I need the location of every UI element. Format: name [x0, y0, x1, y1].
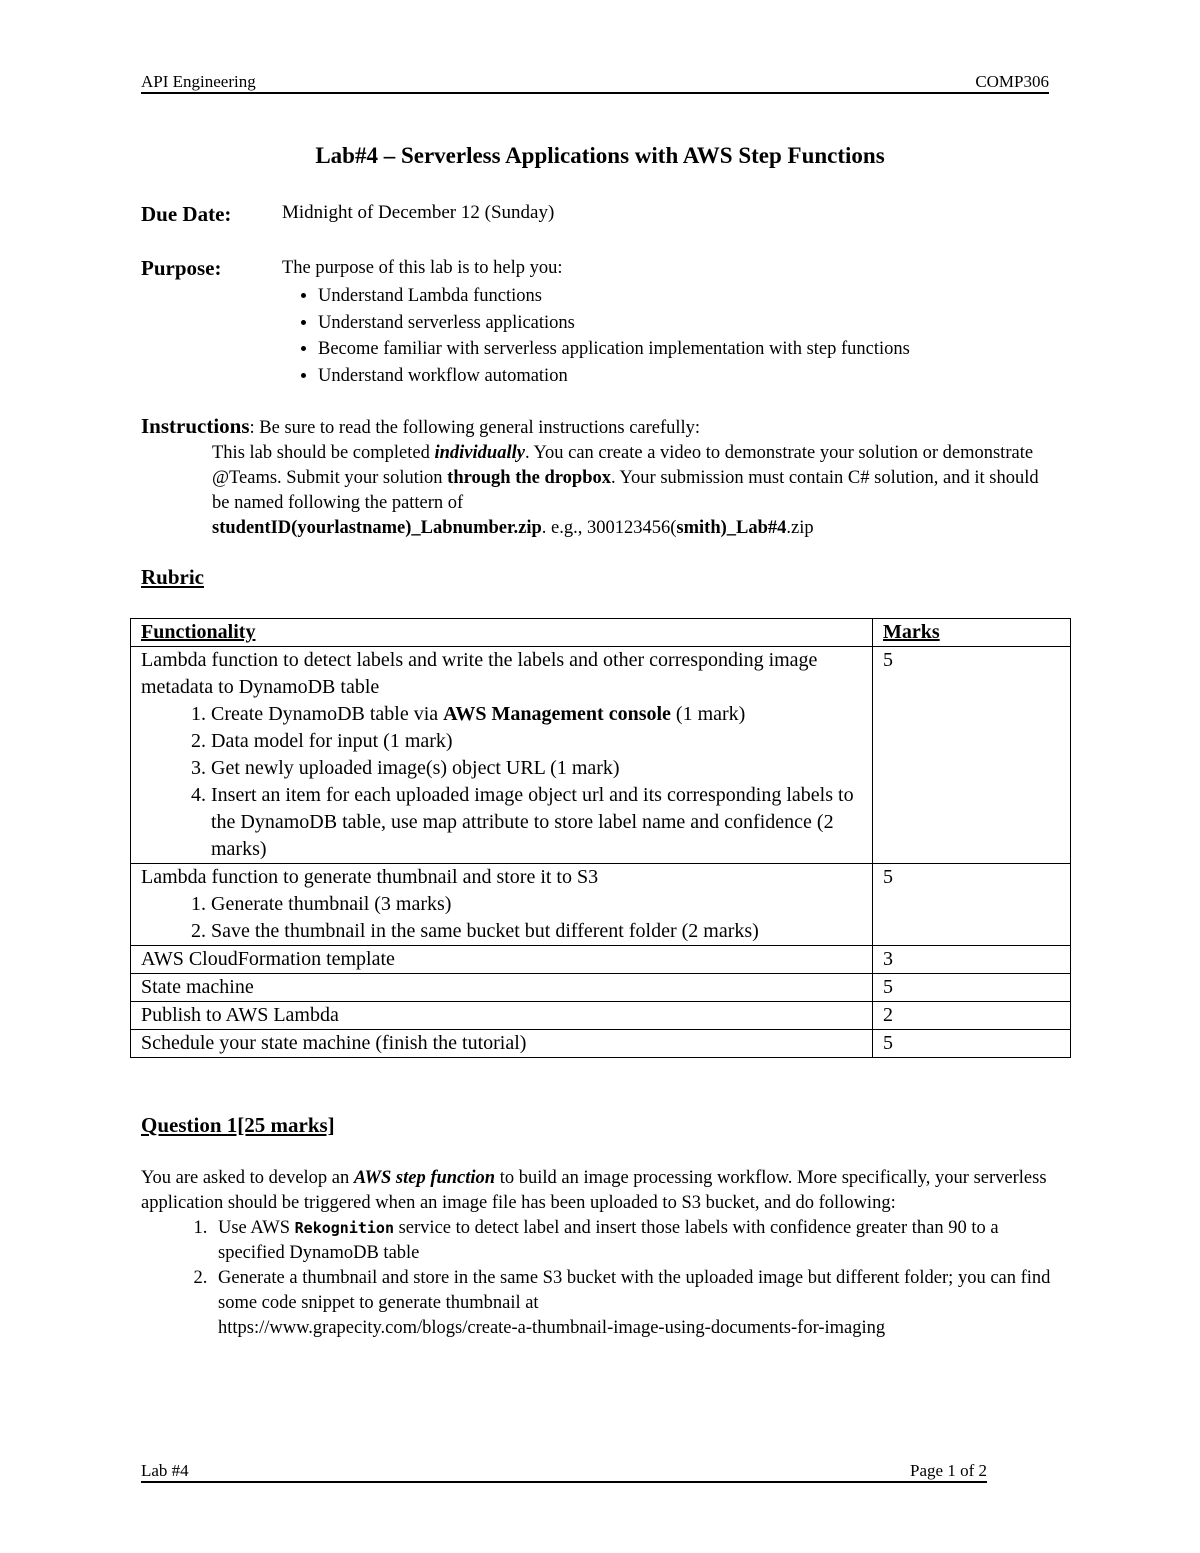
list-item: • Become familiar with serverless application implementation with step functions	[318, 336, 910, 363]
table-row: Publish to AWS Lambda 2	[131, 1002, 1071, 1030]
marks-cell: 5	[873, 864, 1071, 946]
rubric-table	[130, 618, 1071, 1058]
list-item: 3. Get newly uploaded image(s) object URL (1 mark)	[211, 755, 872, 782]
marks-cell: 5	[873, 647, 1071, 864]
marks-cell: 5	[873, 1030, 1071, 1058]
rubric-heading: Rubric	[141, 565, 204, 589]
instructions-body: This lab should be completed individually. You can create a video to demonstrate your solution or demonstrate @Teams. Submit your solution through the dropbox. Your submission must contain C# solution, and it should be named following the pattern of studentID(yourlastname)_Labnumber.zip. e.g., 300123456(smith)_Lab#4.zip	[212, 443, 1039, 538]
purpose-label: Purpose:	[141, 256, 222, 280]
table-row: Lambda function to detect labels and write the labels and other corresponding image metadata to DynamoDB table 1. Create DynamoDB table via AWS Management console (1 mark) 2. Data model for input (1 mark) 3. Get newly uploaded image(s) object URL (1 mark) 4. Insert an item for each uploaded image object url and its corresponding labels to the DynamoDB table, use map attribute to store label name and confidence (2 marks) 5	[131, 647, 1071, 864]
filename-pattern: studentID(yourlastname)_Labnumber.zip	[212, 518, 542, 538]
list-item: 1. Create DynamoDB table via AWS Management console (1 mark)	[211, 701, 872, 728]
sub-task-list	[141, 891, 872, 945]
marks-cell: 5	[873, 974, 1071, 1002]
footer-lab-number: Lab #4	[141, 1461, 189, 1480]
list-item: 1. Generate thumbnail (3 marks)	[211, 891, 872, 918]
due-date-value: Midnight of December 12 (Sunday)	[282, 202, 555, 223]
marks-column-header: Marks	[873, 619, 1071, 647]
dropbox-emphasis: through the dropbox	[447, 468, 611, 488]
individually-emphasis: individually	[434, 443, 525, 463]
marks-cell: 3	[873, 946, 1071, 974]
list-item: • Understand workflow automation	[318, 363, 910, 390]
question-1-list	[141, 1216, 1051, 1341]
header-course-code: COMP306	[975, 72, 1049, 91]
purpose-intro: The purpose of this lab is to help you:	[282, 258, 563, 278]
table-row: AWS CloudFormation template 3	[131, 946, 1071, 974]
purpose-list	[281, 283, 910, 389]
page-header	[141, 72, 1049, 94]
footer-page-number: Page 1 of 2	[910, 1461, 987, 1480]
table-row: Lambda function to generate thumbnail and store it to S3 1. Generate thumbnail (3 marks) 2. Save the thumbnail in the same bucket but different folder (2 marks) 5	[131, 864, 1071, 946]
list-item: • Understand Lambda functions	[318, 283, 910, 310]
question-1-body: You are asked to develop an AWS step function to build an image processing workflow. More specifically, your serverless application should be triggered when an image file has been uploaded to S3 bucket, and do following: 1. Use AWS Rekognition service to detect label and insert those labels with confidence greater than 90 to a specified DynamoDB table 2. Generate a thumbnail and store in the same S3 bucket with the uploaded image but different folder; you can find some code snippet to generate thumbnail at https://www.grapecity.com/blogs/create-a-thumbnail-image-using-documents-for-imaging	[141, 1166, 1051, 1341]
instructions-label: Instructions	[141, 414, 250, 438]
list-item: 2. Save the thumbnail in the same bucket but different folder (2 marks)	[211, 918, 872, 945]
table-row: Schedule your state machine (finish the tutorial) 5	[131, 1030, 1071, 1058]
list-item: 4. Insert an item for each uploaded image object url and its corresponding labels to the DynamoDB table, use map attribute to store label name and confidence (2 marks)	[211, 782, 872, 863]
functionality-column-header: Functionality	[131, 619, 873, 647]
question-1-heading: Question 1[25 marks]	[141, 1113, 335, 1137]
page-footer	[141, 1461, 987, 1483]
instructions-heading: Instructions: Be sure to read the following general instructions carefully:	[141, 414, 701, 438]
list-item: • Understand serverless applications	[318, 310, 910, 337]
step-function-emphasis: AWS step function	[353, 1168, 496, 1188]
filename-example: smith)_Lab#4	[676, 518, 787, 538]
thumbnail-reference-url: https://www.grapecity.com/blogs/create-a-thumbnail-image-using-documents-for-imaging	[218, 1318, 886, 1338]
table-row: State machine 5	[131, 974, 1071, 1002]
list-item: 2. Generate a thumbnail and store in the same S3 bucket with the uploaded image but different folder; you can find some code snippet to generate thumbnail at https://www.grapecity.com/blogs/create-a-thumbnail-image-using-documents-for-imaging	[212, 1266, 1051, 1341]
list-item: 2. Data model for input (1 mark)	[211, 728, 872, 755]
table-header-row	[131, 619, 1071, 647]
marks-cell: 2	[873, 1002, 1071, 1030]
list-item: 1. Use AWS Rekognition service to detect label and insert those labels with confidence greater than 90 to a specified DynamoDB table	[212, 1216, 1051, 1266]
document-title: Lab#4 – Serverless Applications with AWS Step Functions	[315, 143, 885, 168]
due-date-label: Due Date:	[141, 202, 232, 226]
rekognition-code: Rekognition	[294, 1219, 394, 1237]
sub-task-list	[141, 701, 872, 863]
header-course-name: API Engineering	[141, 72, 256, 91]
